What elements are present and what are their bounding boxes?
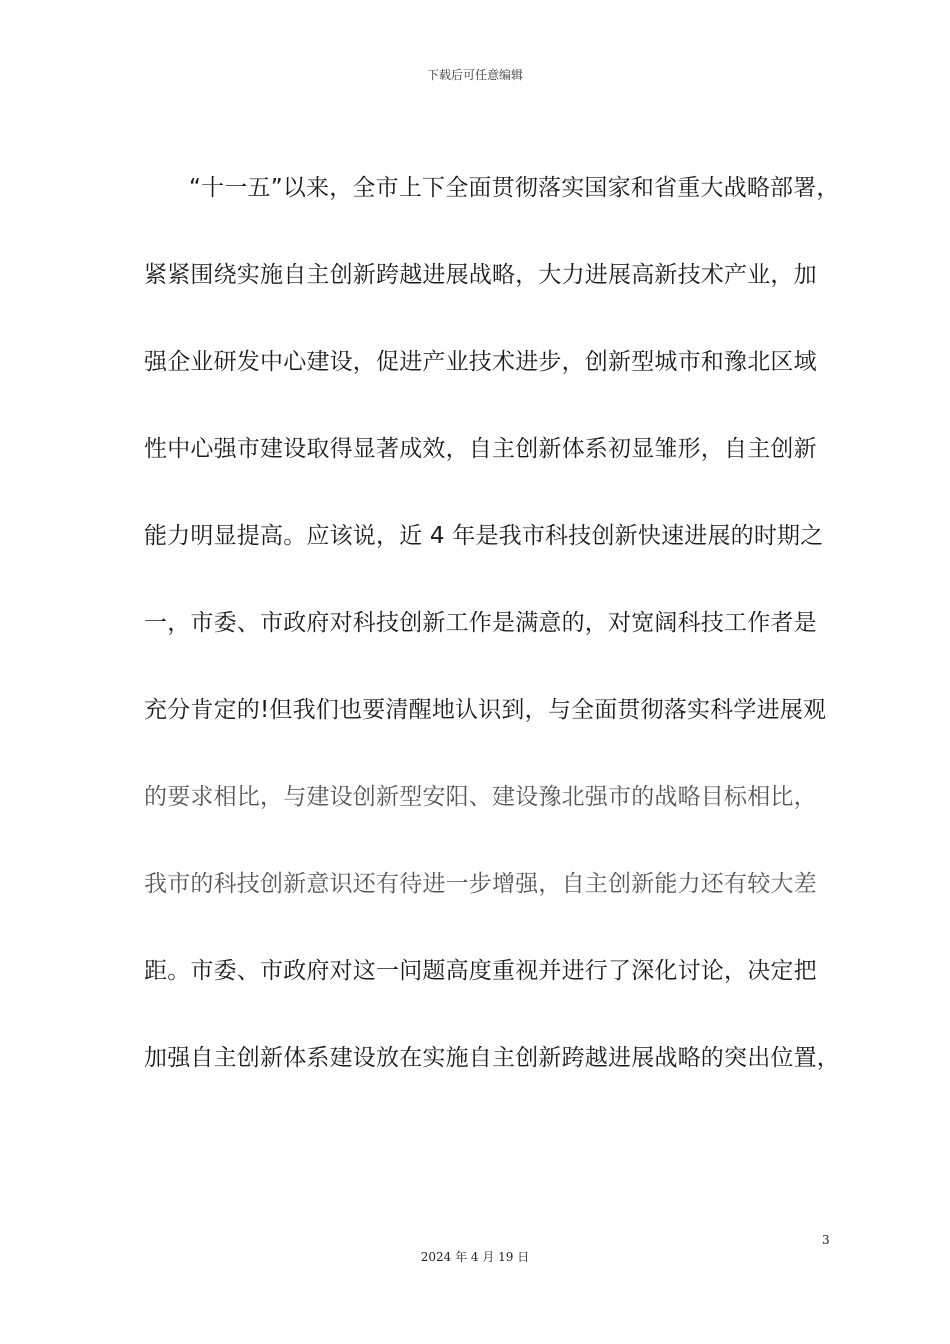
text-line: 的要求相比，与建设创新型安阳、建设豫北强市的战略目标相比，	[144, 784, 817, 810]
text-line: 一，市委、市政府对科技创新工作是满意的，对宽阔科技工作者是	[144, 610, 817, 636]
text-line: 能力明显提高。应该说，近 4 年是我市科技创新快速进展的时期之	[144, 523, 824, 549]
page-header: 下载后可任意编辑	[426, 68, 523, 82]
text-line: 充分肯定的!但我们也要清醒地认识到，与全面贯彻落实科学进展观	[144, 697, 827, 723]
text-line: “十一五”以来，全市上下全面贯彻落实国家和省重大战略部署，	[189, 175, 840, 201]
text-line: 紧紧围绕实施自主创新跨越进展战略，大力进展高新技术产业，加	[144, 262, 817, 288]
text-line: 强企业研发中心建设，促进产业技术进步，创新型城市和豫北区域	[144, 349, 817, 375]
page-footer-date: 2024 年 4 月 19 日	[420, 1250, 530, 1264]
page-number: 3	[822, 1233, 830, 1247]
text-line: 性中心强市建设取得显著成效，自主创新体系初显雏形，自主创新	[144, 436, 817, 462]
text-line: 距。市委、市政府对这一问题高度重视并进行了深化讨论，决定把	[144, 958, 817, 984]
body-paragraph	[144, 160, 844, 1117]
text-line: 我市的科技创新意识还有待进一步增强，自主创新能力还有较大差	[144, 871, 817, 897]
text-line: 加强自主创新体系建设放在实施自主创新跨越进展战略的突出位置，	[144, 1045, 840, 1071]
